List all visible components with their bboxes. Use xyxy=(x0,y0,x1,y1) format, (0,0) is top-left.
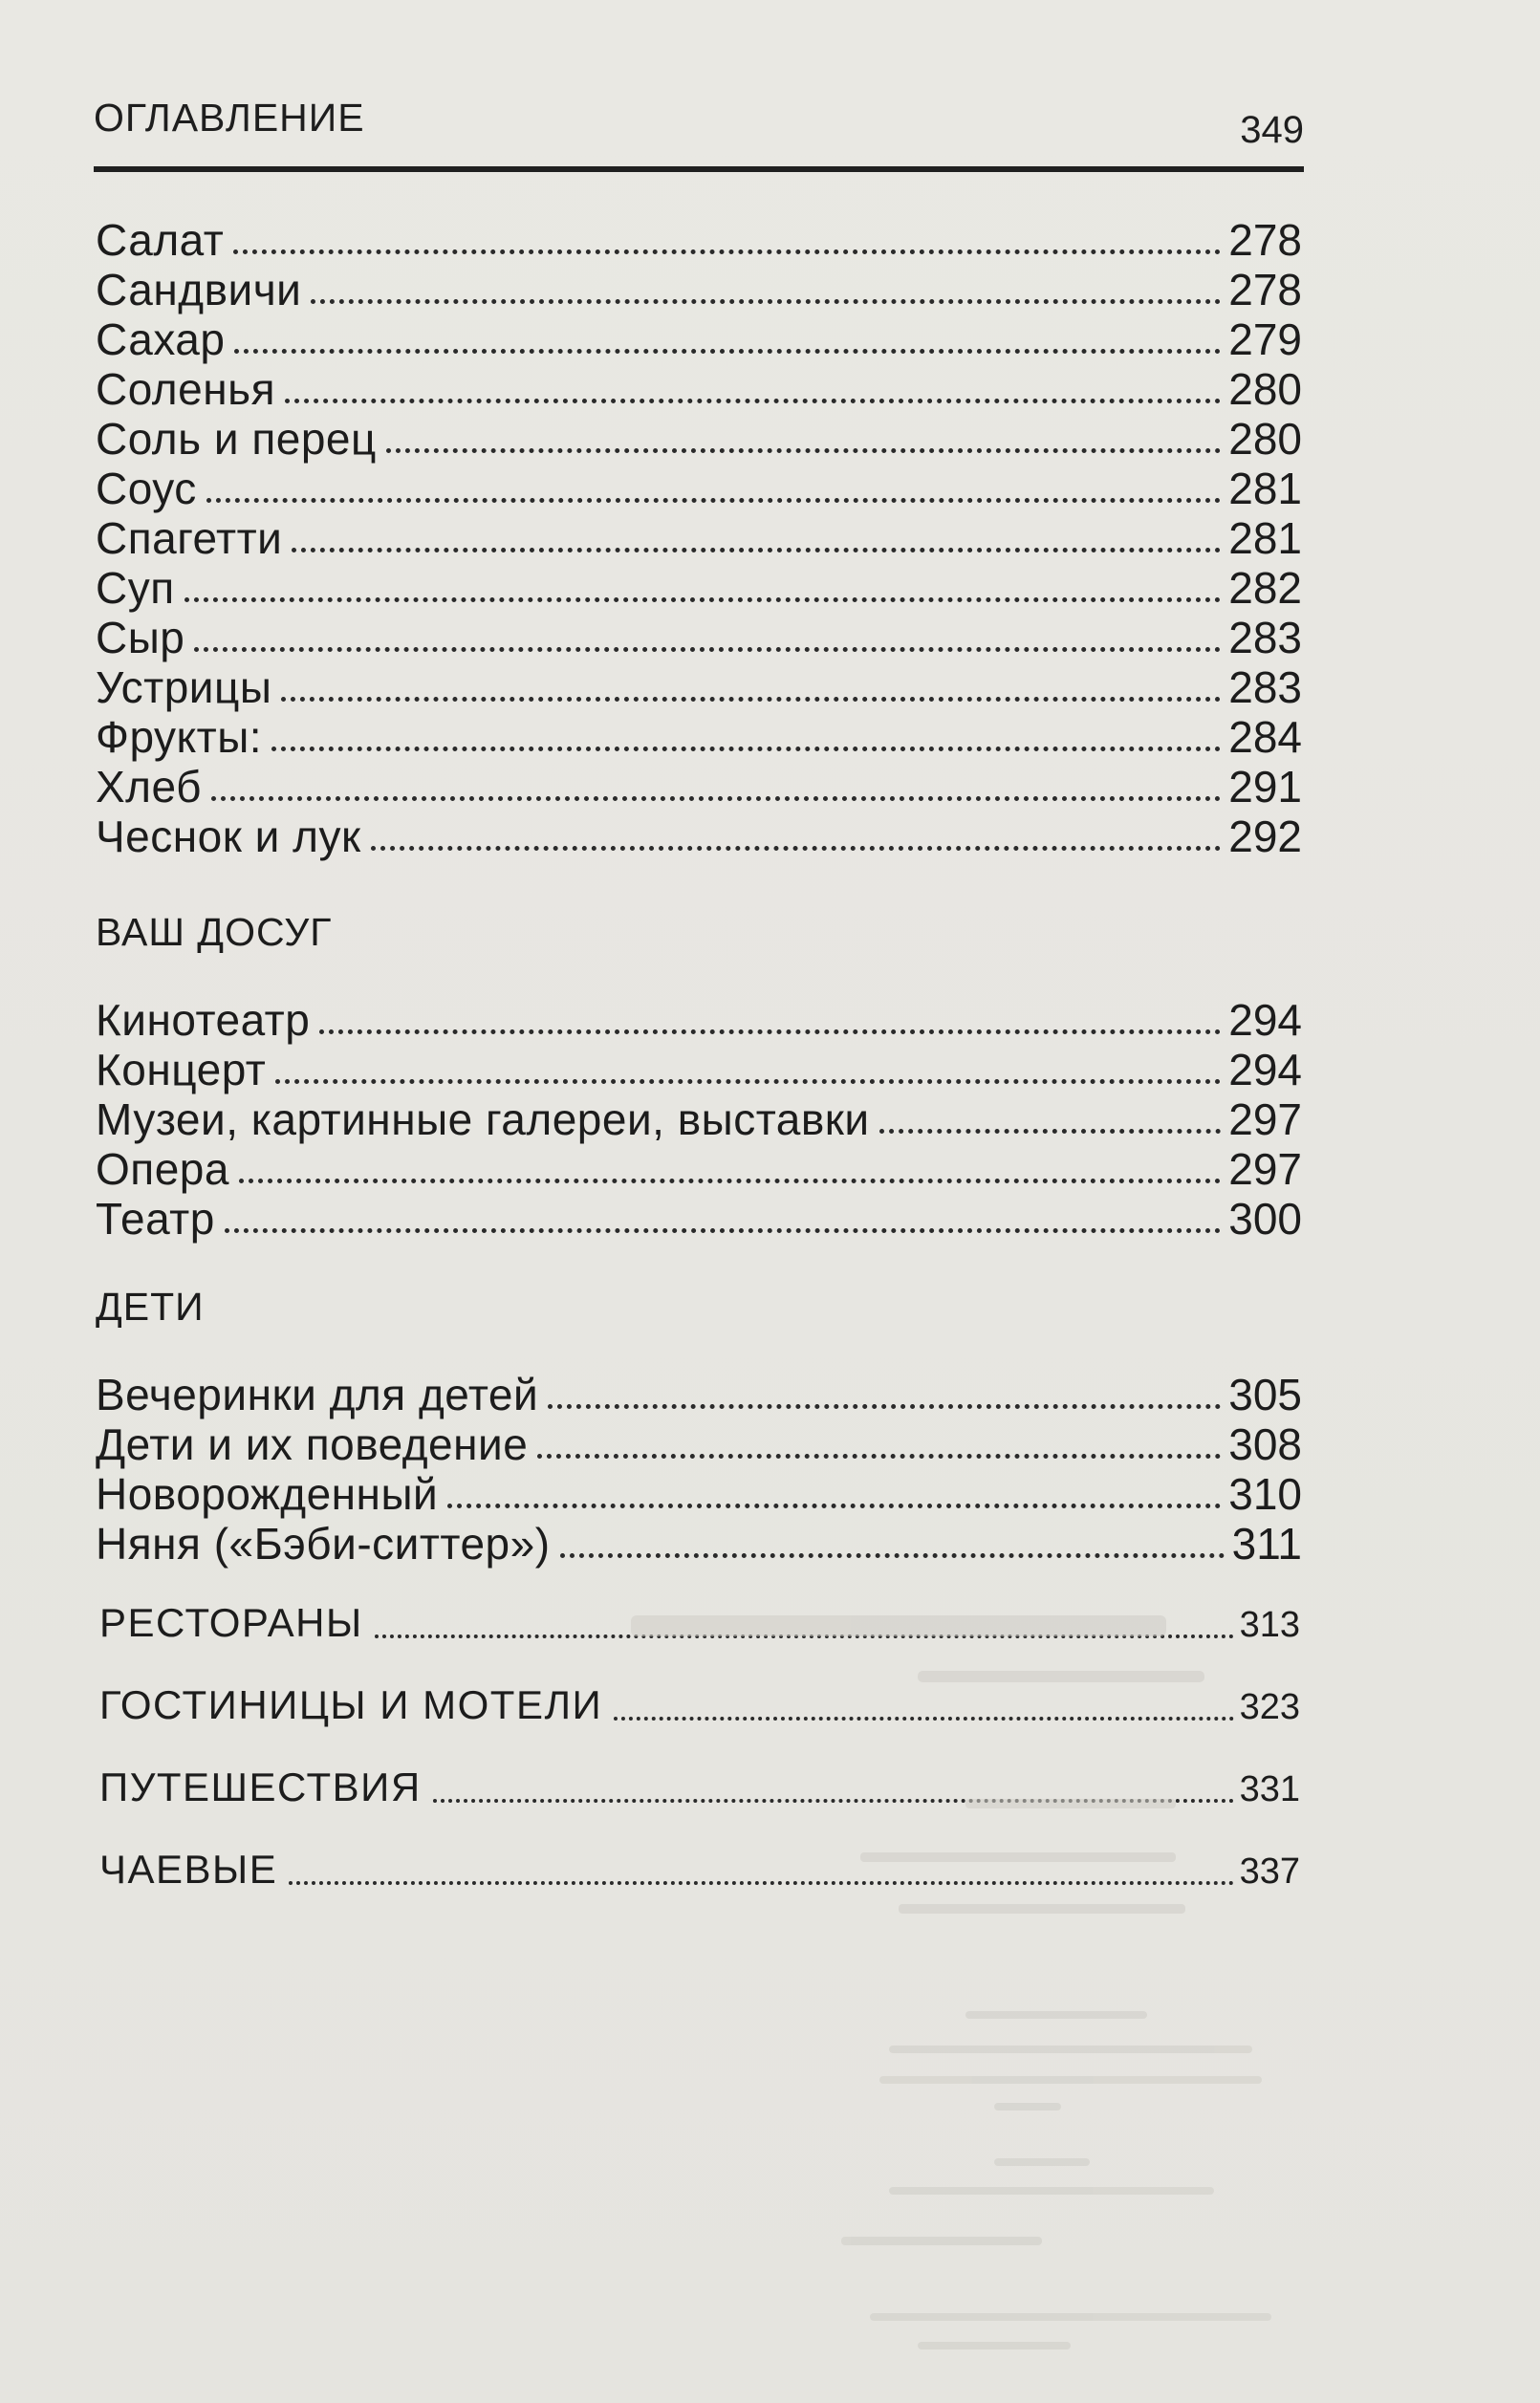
toc-major-title: РЕСТОРАНЫ xyxy=(99,1600,363,1645)
toc-major-title: ГОСТИНИЦЫ И МОТЕЛИ xyxy=(99,1682,603,1727)
toc-entry-page: 294 xyxy=(1228,995,1302,1045)
dot-leader xyxy=(211,796,1221,801)
toc-entry xyxy=(96,809,1302,861)
toc-entry-page: 291 xyxy=(1228,762,1302,812)
dot-leader xyxy=(275,1079,1221,1084)
toc-entry-title: Концерт xyxy=(96,1045,267,1094)
toc-entry xyxy=(96,1367,1302,1417)
toc-entry-title: Салат xyxy=(96,215,225,265)
header-page-number: 349 xyxy=(1240,109,1304,151)
toc-entry-title: Фрукты: xyxy=(96,712,263,762)
toc-entry-title: Соус xyxy=(96,464,197,513)
toc-entry-title: Опера xyxy=(96,1144,229,1194)
toc-entry-page: 281 xyxy=(1228,513,1302,563)
toc-entry xyxy=(96,312,1302,364)
toc-entry-page: 300 xyxy=(1228,1194,1302,1244)
toc-entry-title: Хлеб xyxy=(96,762,202,812)
toc-major-page: 331 xyxy=(1239,1769,1300,1809)
toc-entry-page: 281 xyxy=(1228,464,1302,513)
toc-entry-page: 297 xyxy=(1228,1094,1302,1144)
toc-major-title: ЧАЕВЫЕ xyxy=(99,1847,278,1892)
toc-entry xyxy=(96,461,1302,513)
toc-entry-title: Музеи, картинные галереи, выставки xyxy=(96,1094,870,1144)
toc-entry xyxy=(96,1191,1302,1244)
dot-leader xyxy=(225,1228,1221,1233)
toc-entry-page: 278 xyxy=(1228,215,1302,265)
running-header xyxy=(94,88,1304,174)
dot-leader xyxy=(614,1717,1233,1721)
dot-leader xyxy=(548,1404,1221,1409)
toc-entry-title: Сыр xyxy=(96,613,185,662)
dot-leader xyxy=(386,448,1221,453)
toc-entry xyxy=(96,709,1302,762)
toc-entry-title: Суп xyxy=(96,563,175,613)
toc-entry xyxy=(96,992,1302,1045)
dot-leader xyxy=(879,1129,1222,1134)
toc-entry-page: 308 xyxy=(1228,1419,1302,1469)
toc-major-page: 323 xyxy=(1239,1687,1300,1727)
toc-major-entry xyxy=(99,1761,1300,1810)
toc-major-entry xyxy=(99,1678,1300,1728)
toc-entry-title: Театр xyxy=(96,1194,215,1244)
dot-leader xyxy=(433,1799,1234,1803)
dot-leader xyxy=(233,249,1221,254)
header-rule xyxy=(94,166,1304,172)
dot-leader xyxy=(239,1179,1221,1183)
toc-entry-title: Спагетти xyxy=(96,513,283,563)
dot-leader xyxy=(194,647,1221,652)
dot-leader xyxy=(560,1553,1225,1558)
toc-entry xyxy=(96,1466,1302,1519)
toc-major-title: ПУТЕШЕСТВИЯ xyxy=(99,1764,422,1809)
toc-entry xyxy=(96,1417,1302,1469)
toc-entry xyxy=(96,759,1302,812)
toc-major-page: 337 xyxy=(1239,1851,1300,1892)
toc-entry xyxy=(96,411,1302,464)
toc-entry-page: 280 xyxy=(1228,414,1302,464)
header-title: ОГЛАВЛЕНИЕ xyxy=(94,96,365,140)
toc-major-page: 313 xyxy=(1239,1605,1300,1645)
toc-entry-page: 310 xyxy=(1228,1469,1302,1519)
section-heading-leisure: ВАШ ДОСУГ xyxy=(96,910,333,954)
dot-leader xyxy=(292,548,1221,552)
dot-leader xyxy=(537,1454,1221,1459)
dot-leader xyxy=(375,1634,1234,1638)
toc-entry xyxy=(96,660,1302,712)
toc-entry xyxy=(96,510,1302,563)
toc-entry-page: 283 xyxy=(1228,662,1302,712)
dot-leader xyxy=(289,1881,1233,1885)
toc-entry-title: Новорожденный xyxy=(96,1469,439,1519)
toc-entry-title: Соль и перец xyxy=(96,414,377,464)
toc-entry-title: Сандвичи xyxy=(96,265,302,314)
toc-entry-title: Вечеринки для детей xyxy=(96,1370,539,1419)
dot-leader xyxy=(319,1029,1221,1034)
toc-entry-title: Сахар xyxy=(96,314,226,364)
toc-entry-page: 311 xyxy=(1231,1519,1302,1569)
toc-entry-page: 280 xyxy=(1228,364,1302,414)
dot-leader xyxy=(184,597,1222,602)
toc-entry-title: Дети и их поведение xyxy=(96,1419,529,1469)
toc-entry xyxy=(96,560,1302,613)
toc-entry-page: 294 xyxy=(1228,1045,1302,1094)
dot-leader xyxy=(281,697,1221,702)
toc-entry-page: 292 xyxy=(1228,812,1302,861)
toc-entry-page: 297 xyxy=(1228,1144,1302,1194)
toc-entry xyxy=(96,1516,1302,1569)
toc-entry xyxy=(96,262,1302,312)
dot-leader xyxy=(311,299,1221,304)
toc-entry-page: 282 xyxy=(1228,563,1302,613)
toc-entry-page: 284 xyxy=(1228,712,1302,762)
toc-entry-page: 278 xyxy=(1228,265,1302,314)
toc-entry-title: Кинотеатр xyxy=(96,995,311,1045)
toc-entry xyxy=(96,610,1302,660)
toc-major-entry xyxy=(99,1843,1300,1893)
toc-entry xyxy=(96,361,1302,414)
toc-entry-title: Няня («Бэби-ситтер») xyxy=(96,1519,551,1569)
dot-leader xyxy=(271,747,1221,751)
dot-leader xyxy=(285,399,1221,403)
toc-entry-title: Устрицы xyxy=(96,662,272,712)
toc-entry-title: Соленья xyxy=(96,364,275,414)
toc-entry-page: 279 xyxy=(1228,314,1302,364)
toc-entry xyxy=(96,212,1302,265)
toc-major-entry xyxy=(99,1596,1300,1646)
toc-entry-title: Чеснок и лук xyxy=(96,812,361,861)
dot-leader xyxy=(447,1504,1221,1508)
toc-entry xyxy=(96,1092,1302,1144)
dot-leader xyxy=(206,498,1221,503)
toc-entry xyxy=(96,1141,1302,1194)
dot-leader xyxy=(371,846,1222,851)
toc-entry xyxy=(96,1042,1302,1092)
dot-leader xyxy=(234,349,1221,354)
toc-entry-page: 305 xyxy=(1228,1370,1302,1419)
section-heading-children: ДЕТИ xyxy=(96,1285,205,1329)
toc-entry-page: 283 xyxy=(1228,613,1302,662)
